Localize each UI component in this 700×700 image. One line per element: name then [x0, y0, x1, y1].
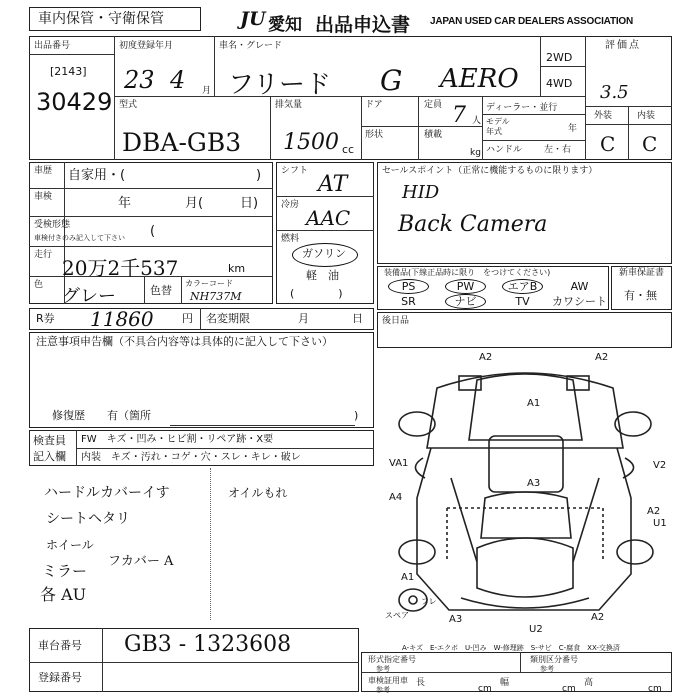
damage-mark: V2	[653, 460, 667, 471]
reg-year: 23	[124, 66, 155, 94]
damage-mark: U1	[653, 518, 667, 529]
drive-2wd: 2WD	[546, 51, 573, 64]
damage-mark: A3	[527, 478, 541, 489]
damage-mark: A2	[647, 506, 661, 517]
lot-label: 出品番号	[34, 41, 71, 51]
shift-value: AT	[318, 172, 348, 197]
equipment-item: PW	[437, 279, 494, 294]
warranty-value: 有・無	[624, 289, 657, 302]
equipment-item: AW	[570, 280, 589, 293]
inspect-month: 月(	[185, 196, 204, 211]
spec2-label: 類別区分番号	[530, 655, 578, 664]
notes-label: 注意事項申告欄（不具合内容等は具体的に記入して下さい）	[36, 335, 333, 348]
km-unit: km	[228, 262, 246, 275]
mileage-value: 20万2千537	[62, 256, 179, 280]
fuel-label: 燃料	[281, 234, 300, 244]
recycle-label: R券	[36, 312, 55, 325]
damage-mark: A4	[389, 492, 403, 503]
sales-point-2: Back Camera	[398, 212, 548, 237]
fuel-diesel: 軽 油	[306, 269, 339, 282]
reg-month: 4	[170, 66, 186, 94]
note-line-4: ミラー	[42, 562, 88, 580]
association-name: JAPAN USED CAR DEALERS ASSOCIATION	[430, 16, 634, 27]
recycle-row	[29, 308, 374, 330]
ac-value: AAC	[306, 206, 351, 230]
door-label: ドア	[365, 100, 383, 110]
damage-mark: VA1	[389, 458, 409, 469]
car-label: 車名・グレード	[219, 41, 283, 51]
model-code: DBA-GB3	[122, 128, 242, 157]
after-label: 後日品	[382, 316, 410, 326]
recv-label: 受検形態	[34, 220, 71, 230]
damage-mark: A3	[449, 614, 463, 625]
brand-name: 愛知	[268, 15, 302, 35]
repair-close: )	[354, 409, 359, 422]
load-label: 積載	[424, 130, 443, 140]
capacity-value: 7	[452, 103, 466, 128]
color-change-label: 色替	[150, 284, 172, 297]
chassis-number: GB3 - 1323608	[124, 632, 292, 657]
storage-label: 車内保管・守衛保管	[38, 11, 164, 27]
shape-label: 形状	[365, 130, 384, 140]
spec2-ref: 参考	[540, 665, 554, 673]
inspect-year: 年	[118, 196, 132, 211]
repair-label: 修復歴 有（箇所	[52, 409, 151, 422]
diagram-bottom-label: フレ	[421, 597, 437, 606]
model-year-label1: モデル	[486, 117, 510, 126]
cert-label: 車検証用車	[368, 676, 408, 685]
equipment-circle	[502, 279, 543, 294]
grade-aero: AERO	[440, 64, 519, 94]
storage-box	[29, 7, 201, 31]
equipment-grid	[380, 279, 608, 309]
width-unit: cm	[562, 684, 576, 694]
history-close: )	[256, 168, 262, 183]
equipment-item: エアB	[494, 279, 551, 294]
equipment-label: 装備品(下線正品時に限り をつけてください)	[384, 268, 551, 277]
equipment-circle	[388, 279, 429, 294]
warranty-label: 新車保証書	[619, 268, 665, 278]
kg-unit: kg	[470, 148, 481, 158]
equipment-item: SR	[401, 295, 416, 308]
dealer-label: ディーラー・並行	[486, 103, 558, 113]
diagram-bottom-label: スペア	[385, 611, 409, 620]
equipment-circle	[445, 279, 486, 294]
recycle-amount: 11860	[90, 307, 154, 331]
disp-value: 1500	[283, 130, 339, 155]
interior-line: 内装 キズ・汚れ・コゲ・穴・スレ・キレ・破レ	[81, 452, 301, 463]
fuel-other: ( )	[290, 287, 343, 300]
exterior-grade: C	[600, 132, 616, 156]
damage-mark: A2	[479, 352, 493, 363]
form-title: 出品申込書	[315, 14, 411, 36]
entry-label: 記入欄	[33, 450, 66, 463]
damage-mark: A2	[591, 612, 605, 623]
lot-bracket: [2143]	[50, 65, 87, 78]
recv-open: (	[150, 224, 156, 239]
car-name: フリード	[228, 70, 331, 100]
recv-sub: 車検付きのみ記入して下さい	[34, 234, 125, 242]
handle-label: ハンドル	[486, 145, 523, 155]
shift-label: シフト	[281, 166, 309, 176]
color-code-value: NH737M	[190, 290, 242, 303]
length-unit: cm	[478, 684, 492, 694]
damage-mark: U2	[529, 624, 543, 635]
history-value: 自家用・(	[68, 168, 126, 183]
spec1-label: 形式指定番号	[368, 655, 416, 664]
after-block	[377, 312, 672, 348]
registration-label: 登録番号	[38, 671, 82, 684]
handle-lr: 左・右	[544, 145, 572, 155]
note-line-2: シートヘタリ	[46, 511, 130, 527]
score-value: 3.5	[600, 82, 629, 103]
sales-label: セールスポイント（正常に機能するものに限ります）	[382, 166, 598, 176]
model-year-label2: 年式	[486, 127, 502, 136]
lot-number: 30429	[36, 88, 113, 116]
cert-ref: 参考	[376, 686, 390, 694]
spec1-ref: 参考	[376, 665, 390, 673]
ju-logo: JU	[240, 8, 266, 30]
interior-label: 内装	[637, 111, 656, 121]
score-label: 評価点	[605, 40, 641, 51]
history-label: 車歴	[34, 166, 53, 176]
height-unit: cm	[648, 684, 662, 694]
equipment-circle	[445, 294, 486, 309]
length-label: 長	[416, 678, 426, 688]
cc-unit: cc	[342, 143, 355, 156]
color-value: グレー	[62, 286, 116, 307]
car-damage-diagram	[377, 348, 672, 648]
legend-text: A-キズ E-エクボ U-凹み W-修理跡 S-サビ C-腐食 XX-交換済	[402, 644, 620, 652]
inspector-label: 検査員	[33, 434, 66, 447]
disp-label: 排気量	[275, 100, 303, 110]
equipment-item: ナビ	[437, 294, 494, 309]
equipment-item: カワシート	[552, 295, 607, 308]
equipment-item: PS	[380, 279, 437, 294]
drive-4wd: 4WD	[546, 77, 573, 90]
inspect-label: 車検	[34, 192, 53, 202]
interior-grade: C	[642, 132, 658, 156]
damage-mark: A1	[401, 572, 415, 583]
transfer-month: 月	[298, 312, 309, 325]
ac-label: 冷房	[281, 200, 300, 210]
sales-point-1: HID	[402, 182, 440, 203]
year-unit: 年	[568, 124, 578, 134]
note-line-7: オイルもれ	[228, 486, 288, 500]
person-unit: 人	[472, 116, 482, 126]
fw-line: FW キズ・凹み・ヒビ割・リペア跡・X要	[81, 434, 274, 445]
exterior-label: 外装	[594, 111, 613, 121]
color-label: 色	[34, 280, 44, 290]
yen-unit: 円	[182, 312, 193, 325]
color-code-label: カラーコード	[185, 279, 233, 288]
capacity-label: 定員	[424, 100, 443, 110]
note-line-3: ホイール	[46, 538, 94, 552]
equipment-item: TV	[515, 295, 530, 308]
inspect-day: 日)	[240, 196, 259, 211]
model-label: 型式	[119, 100, 138, 110]
note-line-6: フカバー A	[108, 554, 174, 569]
transfer-label: 名変期限	[206, 312, 250, 325]
fuel-gasoline: ガソリン	[302, 247, 346, 260]
chassis-label: 車台番号	[38, 639, 82, 652]
transfer-day: 日	[352, 312, 363, 325]
note-line-1: ハードルカバーイす	[44, 485, 170, 501]
damage-mark: A2	[595, 352, 609, 363]
width-label: 幅	[500, 678, 510, 688]
reg-label: 初度登録年月	[119, 41, 174, 51]
mileage-label: 走行	[34, 250, 53, 260]
grade-g: G	[380, 64, 403, 97]
month-suffix: 月	[202, 86, 212, 96]
height-label: 高	[584, 678, 594, 688]
note-line-5: 各 AU	[40, 585, 87, 604]
damage-mark: A1	[527, 398, 541, 409]
